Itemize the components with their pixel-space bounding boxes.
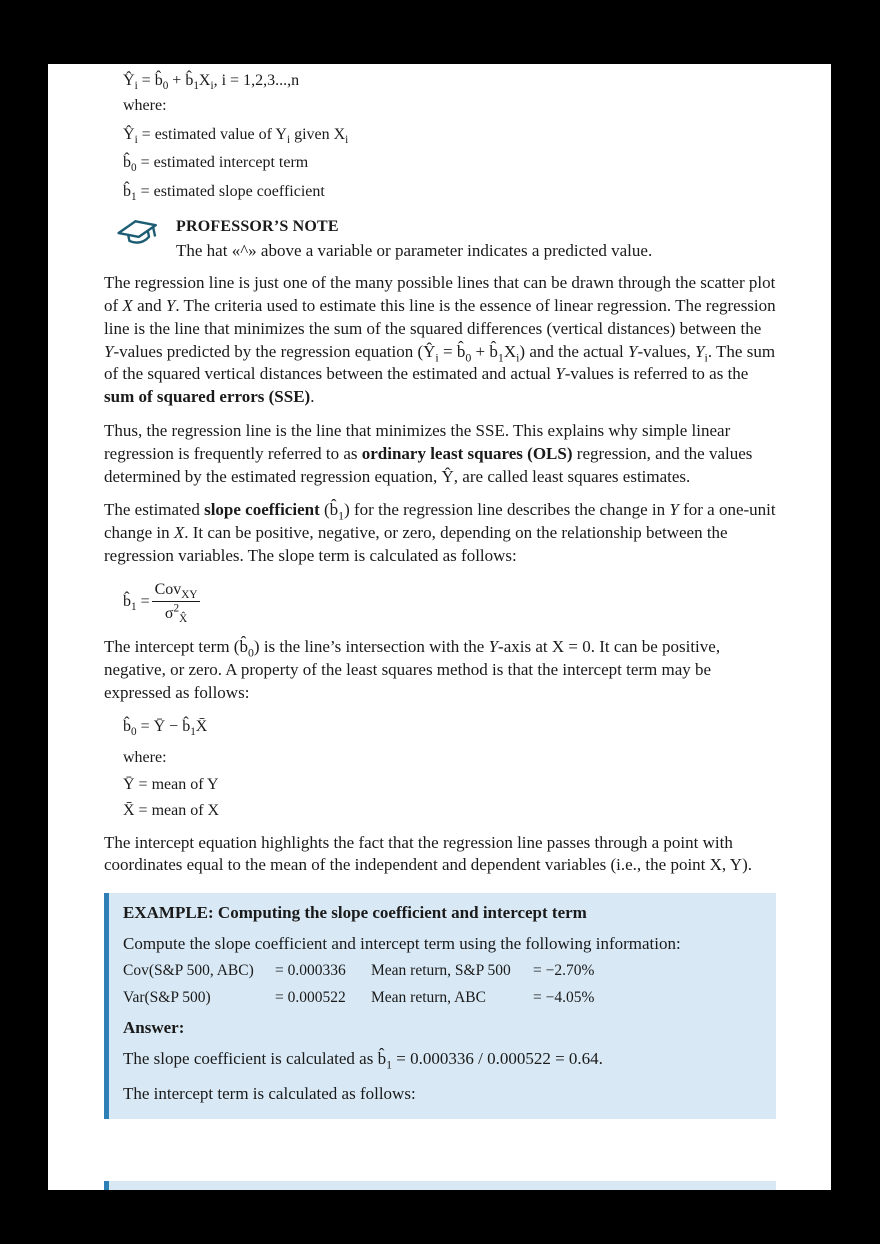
example-data-table	[123, 961, 762, 1010]
paragraph-ols: Thus, the regression line is the line that minimizes the SSE. This explains why simple linear regression is frequently referred to as ordinary least squares (OLS) regression, and the values determined by the estimated regression equation, Ŷ, are called least squares estimates.	[104, 420, 753, 486]
graduation-cap-icon	[116, 216, 160, 255]
fraction	[152, 579, 201, 625]
regression-equation-block	[123, 70, 776, 202]
definition-line: $b̂_0$ = estimated intercept term	[123, 154, 309, 175]
definition-line: Ȳ = mean of Y	[123, 775, 219, 793]
where-label: where:	[123, 749, 167, 767]
slope-formula-lhs: $b̂_1$ =	[123, 592, 150, 613]
professors-note	[116, 216, 776, 262]
answer-label: Answer:	[123, 1018, 185, 1038]
paragraph-intercept-term: The intercept term $(b̂_0)$ is the line’s intersection with the Y-axis at X = 0. It can be positive, negative, or zero. A property of the least squares method is that the intercept term may be expressed as follows:	[104, 637, 721, 702]
table-cell: Mean return, S&P 500	[371, 961, 511, 979]
intercept-formula: $b̂_0$ = Ȳ − $b̂_1X̄$	[123, 717, 208, 738]
table-cell: = 0.000522	[275, 989, 346, 1007]
answer-intercept-line: The intercept term is calculated as follows:	[123, 1083, 416, 1103]
paragraph-slope-coefficient: The estimated slope coefficient $(b̂_1)$ for the regression line describes the change in Y for a one-unit change in X. It can be positive, negative, or zero, depending on the relationship between the regression variables. The slope term is calculated as follows:	[104, 500, 776, 565]
note-body	[176, 216, 652, 262]
slope-coefficient-formula	[123, 579, 776, 625]
fraction-denominator: $\sigma^2_{X̂}$	[152, 601, 201, 624]
answer-slope-line: The slope coefficient is calculated as $b̂_1 = 0.000336 / 0.000522 = 0.64$.	[123, 1048, 603, 1072]
note-text: The hat «^» above a variable or parameter indicates a predicted value.	[176, 240, 653, 260]
paragraph-means-point: The intercept equation highlights the fact that the regression line passes through a point with coordinates equal to the mean of the independent and dependent variables (i.e., the point X, Y).	[104, 832, 752, 875]
table-cell: = −2.70%	[533, 961, 595, 979]
table-cell: Var(S&P 500)	[123, 989, 211, 1007]
intercept-formula-block	[123, 716, 776, 822]
table-cell: Mean return, ABC	[371, 989, 486, 1007]
example-intro: Compute the slope coefficient and intercept term using the following information:	[123, 933, 681, 953]
fraction-numerator: Cov$_{XY}$	[154, 580, 198, 601]
table-cell: = 0.000336	[275, 961, 346, 979]
definition-line: $Ŷ_i$ = estimated value of $Y_i$ given $X_i$	[123, 125, 349, 147]
table-cell: = −4.05%	[533, 989, 595, 1007]
definition-line: $b̂_1$ = estimated slope coefficient	[123, 182, 325, 203]
where-label: where:	[123, 97, 167, 115]
example-title: EXAMPLE: Computing the slope coefficient and intercept term	[123, 903, 587, 923]
table-cell: Cov(S&P 500, ABC)	[123, 961, 254, 979]
document-page	[48, 64, 831, 1190]
regression-equation: $Ŷ_i$ = $b̂_0$ + $b̂_1X_i$, i = 1,2,3...,n	[123, 72, 300, 93]
example-box	[104, 893, 776, 1119]
definition-line: X̄ = mean of X	[123, 802, 220, 820]
note-title: PROFESSOR’S NOTE	[176, 218, 339, 236]
paragraph-sse: The regression line is just one of the many possible lines that can be drawn through the scatter plot of X and Y. The criteria used to estimate this line is the essence of linear regression. The regression line is the line that minimizes the sum of the squared differences (vertical distances) between the Y-values predicted by the regression equation ($Ŷ_i$ = $b̂_0$ + $b̂_1X_i$) and the actual Y-values, $Y_i$. The sum of the squared vertical distances between the estimated and actual Y-values is referred to as the sum of squared errors (SSE).	[104, 273, 776, 407]
example-box-continuation	[104, 1181, 776, 1190]
